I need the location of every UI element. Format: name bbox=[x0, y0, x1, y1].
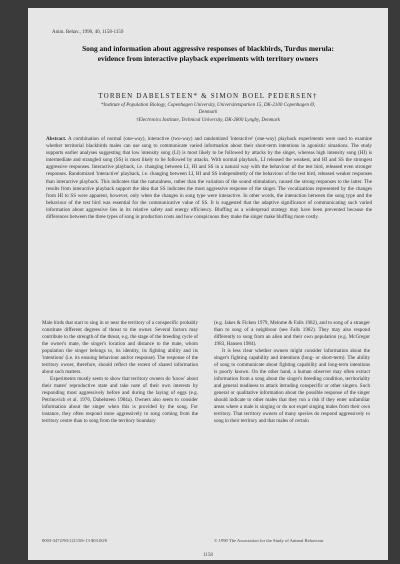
abstract bbox=[46, 136, 372, 221]
page-number: 1158 bbox=[203, 553, 213, 558]
abstract-label: Abstract. bbox=[46, 136, 67, 142]
footer-copyright: © 1990 The Association for the Study of Animal Behaviour bbox=[214, 538, 324, 543]
body-paragraph: It is less clear whether owners might consider information about the singer's fighting capability and intentions (long- or short-term). The ability of song to communicate about fighting capability and long-term intentions is poorly known. On the other hand, a human observer may often extract information from a song about the singer's breeding condition, territoriality and general readiness to attack intruding conspecific or other singers. Such general or qualitative information about the possible response of the singer should indicate to other males that they run a risk if they enter unfamiliar areas where a male is singing or do not expel singing males from their own territory. That territory owners of many species do respond aggressively to song in their territory and that males of certain bbox=[214, 348, 370, 424]
affiliation-1-country: Denmark bbox=[198, 110, 218, 115]
footer-code: 0003-3472/90/121158+13 $03.00/0 bbox=[42, 538, 108, 543]
body-column-right bbox=[214, 320, 370, 425]
body-column-left bbox=[42, 320, 198, 425]
abstract-text: A combination of normal (one-way), interactive (two-way) and randomized 'interactive' (one-way) playback experiments were used to examine whether territorial blackbirds males can use song to communicate varied information about their short-term intentions in agonistic situations. The study supports earlier analyses suggesting that low intensity song (LI) is most likely to be followed by attacks by the singer, whereas high intensity song (HI) is intermediate and strangled song (SS) is most likely to be followed by attacks. With normal playback, LI released the weakest, and HI and SS the strongest aggressive responses. Interactive playback, i.e. changing between LI, HI and SS in a natural way with the behaviour of the test bird, released even stronger responses. Randomized 'interactive' playback, i.e. changing between LI, HI and SS independently of the behaviour of the test bird, released weaker responses than interactive playback. This indicates that the naturalness, rather than the variation of the sound stimulation, caused the strong responses to the latter. The results from interactive playback support the idea that SS indicates the most aggressive response of the singer. The vocalizations represented by the changes from HI to SS were apparent, however, only when the changes in song type were interactive. In other words, the interaction between the song type and the behaviour of the test bird was essential for the communicative value of SS. It is suggested that the adaptive significance of communicating such varied information about aggressive lies in its relative safety and energy efficiency. Bluffing as a widespread strategy may have been prevented because the differences between the three types of song in production costs and how conspicuous they make the singer make bluffing more costly. bbox=[46, 136, 372, 221]
affiliation-1: *Institute of Population Biology, Copenhagen University, Universitetsparken 15, DK-2100 Copenhagen Ø, bbox=[100, 103, 316, 108]
body-paragraph: Experiments mostly seem to show that territory owners do 'know' about their mates' reproductive state and take note of their own interests by responding most aggressively before and during the laying of eggs (e.g. Petrinovich et al. 1976, Dabelsteen 1984a). Owners also seem to consider information about the singer when this is provided by the song. For instance, they often respond more aggressively to song coming from the territory centre than to song from the territory boundary bbox=[42, 376, 198, 424]
body-paragraph: (e.g. Jakes & Ficken 1979, Meinme & Falls 1982), and to song of a stranger than to song of a neighbour (see Falls 1982). They may also respond differently to song from an alien and their own population (e.g. McGregor 1983, Hansen 1984). bbox=[214, 320, 370, 347]
affiliation-2: †Electronics Institute, Technical University, DK-2800 Lyngby, Denmark bbox=[135, 118, 281, 123]
paper-page bbox=[28, 8, 388, 560]
body-paragraph: Male birds that start to sing in or near the territory of a conspecific probably constitute different degrees of threat to the owner. Several factors may contribute to the strength of the threat, e.g. the stage of the breeding cycle of the owner's mate, the singer's location and distance to the mate, whom population the singer belongs to, its identity, its fighting ability and its 'intentions' (i.e. its ensuing behaviour and/or response). The response of the territory owner, therefore, should reflect the extent of shared information about such matters. bbox=[42, 320, 198, 375]
journal-reference: Anim. Behav., 1990, 40, 1158-1159 bbox=[52, 30, 124, 35]
author-list: TORBEN DABELSTEEN* & SIMON BOEL PEDERSEN† bbox=[98, 92, 318, 100]
paper-title-line-1: Song and information about aggressive responses of blackbirds, Turdus merula: bbox=[82, 44, 334, 53]
paper-title-line-2: evidence from interactive playback experiments with territory owners bbox=[97, 54, 319, 63]
